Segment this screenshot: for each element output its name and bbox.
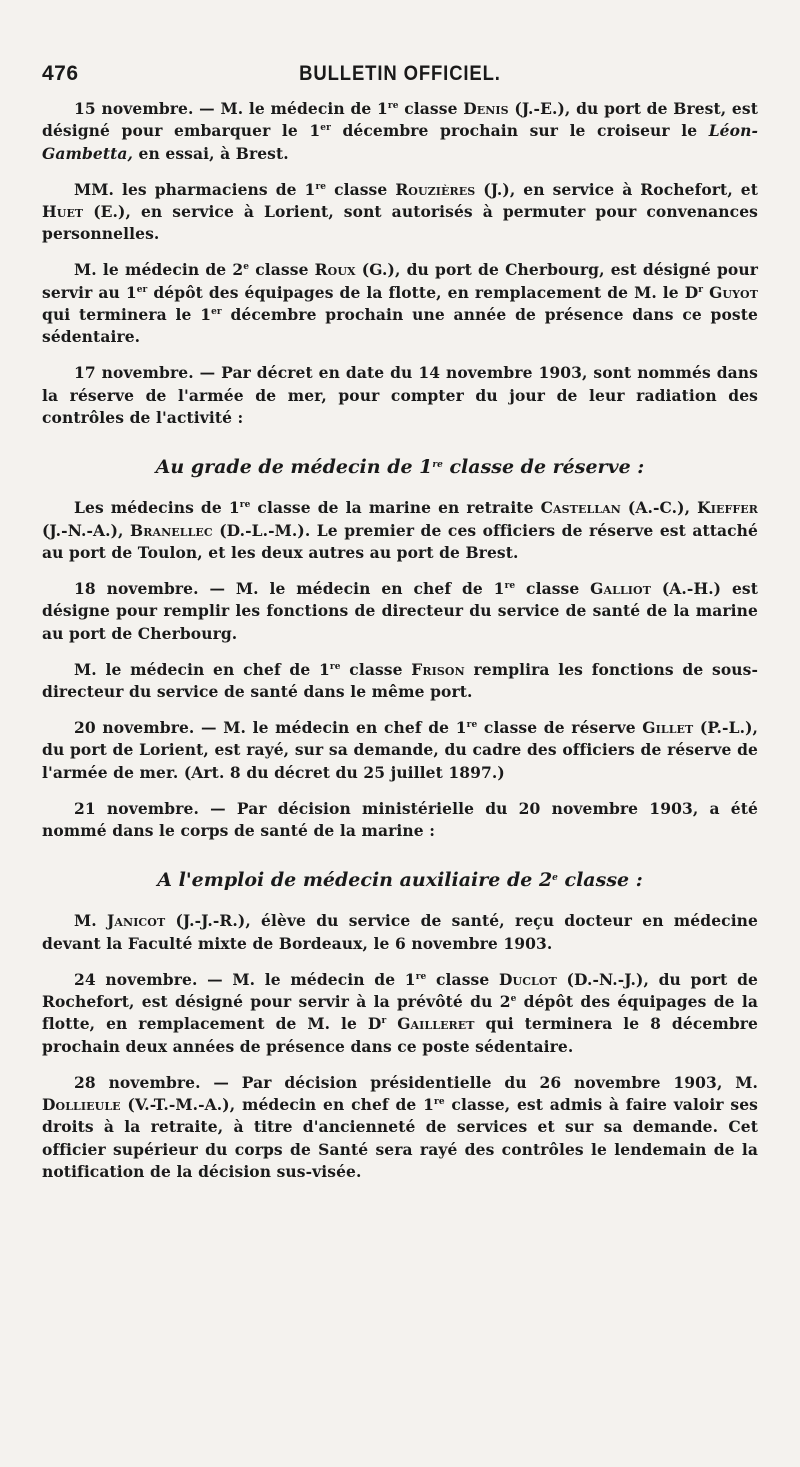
paragraph [42,179,758,246]
text-run: (D.-L.-M.). Le premier de ces officiers de réserve est attaché au port de Toulon, et les deux autres au port de Brest. [42,520,758,562]
ordinal-suffix: e [552,873,558,884]
person-name: Dollieule [42,1094,121,1114]
text-run: Au grade de médecin de 1 [155,456,433,479]
section-heading [42,455,758,479]
text-run [386,1014,397,1033]
text-run: décembre prochain sur le croiseur le [330,121,709,141]
text-run: 15 novembre. — M. le médecin de 1 [74,99,388,118]
document-body [42,98,758,1183]
ordinal-suffix: r [698,284,704,295]
text-run: classe [249,260,315,280]
ordinal-suffix: re [387,101,399,111]
text-run: qui terminera le 8 décembre prochain deux années de présence dans ce poste sédentaire. [42,1014,758,1056]
text-run: (G.), du port de Cherbourg, est désigné pour servir au 1 [42,260,759,302]
text-run: 20 novembre. — M. le médecin en chef de 1 [74,718,467,738]
person-name: Gailleret [397,1014,475,1034]
person-name: Guyot [709,282,759,302]
person-name: Branellec [130,520,213,540]
text-run: (D.-N.-J.), du port de Rochefort, est désigné pour servir à la prévôté du 2 [42,969,758,1011]
text-run: 28 novembre. — Par décision présidentielle du 26 novembre 1903, M. [74,1072,758,1092]
text-run: M. le médecin de 2 [74,260,244,280]
paragraph [42,717,758,784]
text-run: classe : [557,869,643,892]
text-run: dépôt des équipages de la flotte, en remplacement de M. le D [42,991,758,1034]
text-run: 17 novembre. — Par décret en date du 14 novembre 1903, sont nommés dans la réserve de l'armée de mer, pour compter du jour de leur radiation des contrôles de l'activité : [42,363,758,427]
person-name: Duclot [498,969,557,989]
text-run: classe [426,969,499,989]
ordinal-suffix: re [432,460,443,471]
text-run: classe [515,578,591,598]
paragraph [42,659,758,704]
text-run: (A.-H.) est désigne pour remplir les fonctions de directeur du service de santé de la marine au port de Cherbourg. [42,578,758,643]
person-name: Galliot [590,578,652,598]
section-heading [42,868,758,892]
ordinal-suffix: er [136,284,148,295]
ordinal-suffix: re [329,661,341,672]
text-run: (J.-E.), du port de Brest, est désigné pour embarquer le 1 [42,99,758,141]
page-number: 476 [42,62,79,85]
text-run: (J.-N.-A.), [42,520,131,540]
person-name: Gillet [642,718,694,738]
paragraph [42,362,758,429]
text-run: qui terminera le 1 [42,304,212,324]
text-run: (P.-L.), du port de Lorient, est rayé, sur sa demande, du cadre des officiers de réserve de l'armée de mer. (Art. 8 du décret du 25 juillet 1897.) [42,718,758,782]
person-name: Janicot [106,911,166,931]
ordinal-suffix: e [510,993,517,1004]
text-run: classe [340,659,412,679]
text-run: MM. les pharmaciens de 1 [74,179,316,199]
running-title: BULLETIN OFFICIEL. [299,62,501,85]
text-run: Les médecins de 1 [74,498,240,518]
text-run: décembre prochain une année de présence dans ce poste sédentaire. [42,304,758,347]
text-run: M. [74,911,107,931]
text-run: (J.), en service à Rochefort, et [475,179,758,199]
text-run: A l'emploi de médecin auxiliaire de 2 [157,869,553,892]
ordinal-suffix: re [504,580,516,591]
person-name: Castellan [540,498,621,518]
paragraph [42,259,758,348]
paragraph [42,497,758,564]
text-run: classe de réserve : [442,456,645,479]
person-name: Rouzières [395,179,476,199]
ordinal-suffix: er [211,306,222,317]
paragraph [42,578,758,645]
text-run: M. le médecin en chef de 1 [74,659,330,679]
text-run: (J.-J.-R.), élève du service de santé, reçu docteur en médecine devant la Faculté mixte de Bordeaux, le 6 novembre 1903. [42,911,759,953]
text-run: 24 novembre. — M. le médecin de 1 [74,969,416,989]
page-header [42,62,758,92]
paragraph [42,969,758,1058]
ordinal-suffix: re [434,1096,445,1107]
text-run: en essai, à Brest. [133,143,289,163]
text-run: 21 novembre. — Par décision ministérielle du 20 novembre 1903, a été nommé dans le corps de santé de la marine : [42,798,758,840]
text-run: classe, est admis à faire valoir ses droits à la retraite, à titre d'ancienneté de services et sur sa demande. Cet officier supérieur du corps de Santé sera rayé des contrôles le lendemain de la notification de la décision sus-visée. [42,1094,758,1181]
text-run: classe [326,179,396,199]
ordinal-suffix: re [415,971,427,982]
person-name: Huet [42,201,84,221]
text-run: (A.-C.), [620,498,698,518]
text-run: Léon-Gambetta, [42,121,758,163]
person-name: Roux [314,260,356,280]
text-run: 18 novembre. — M. le médecin en chef de 1 [74,578,505,598]
paragraph [42,1072,758,1183]
ordinal-suffix: re [315,181,327,192]
text-run: classe de la marine en retraite [250,498,541,518]
text-run: dépôt des équipages de la flotte, en remplacement de M. le D [147,282,699,302]
paragraph [42,98,758,165]
text-run: classe de réserve [477,718,643,738]
text-run: remplira les fonctions de sous-directeur du service de santé dans le même port. [42,659,758,701]
person-name: Frison [411,659,465,679]
text-run: (E.), en service à Lorient, sont autorisés à permuter pour convenances personnelles. [42,201,758,244]
paragraph [42,798,758,843]
ordinal-suffix: re [466,720,478,731]
ordinal-suffix: r [381,1016,387,1027]
document-page [42,62,758,1197]
person-name: Denis [463,99,509,118]
ordinal-suffix: e [243,262,250,273]
text-run: classe [398,99,464,118]
ordinal-suffix: er [320,123,331,134]
text-run: (V.-T.-M.-A.), médecin en chef de 1 [120,1094,434,1114]
paragraph [42,910,758,955]
person-name: Kieffer [697,498,758,518]
ordinal-suffix: re [239,500,251,511]
